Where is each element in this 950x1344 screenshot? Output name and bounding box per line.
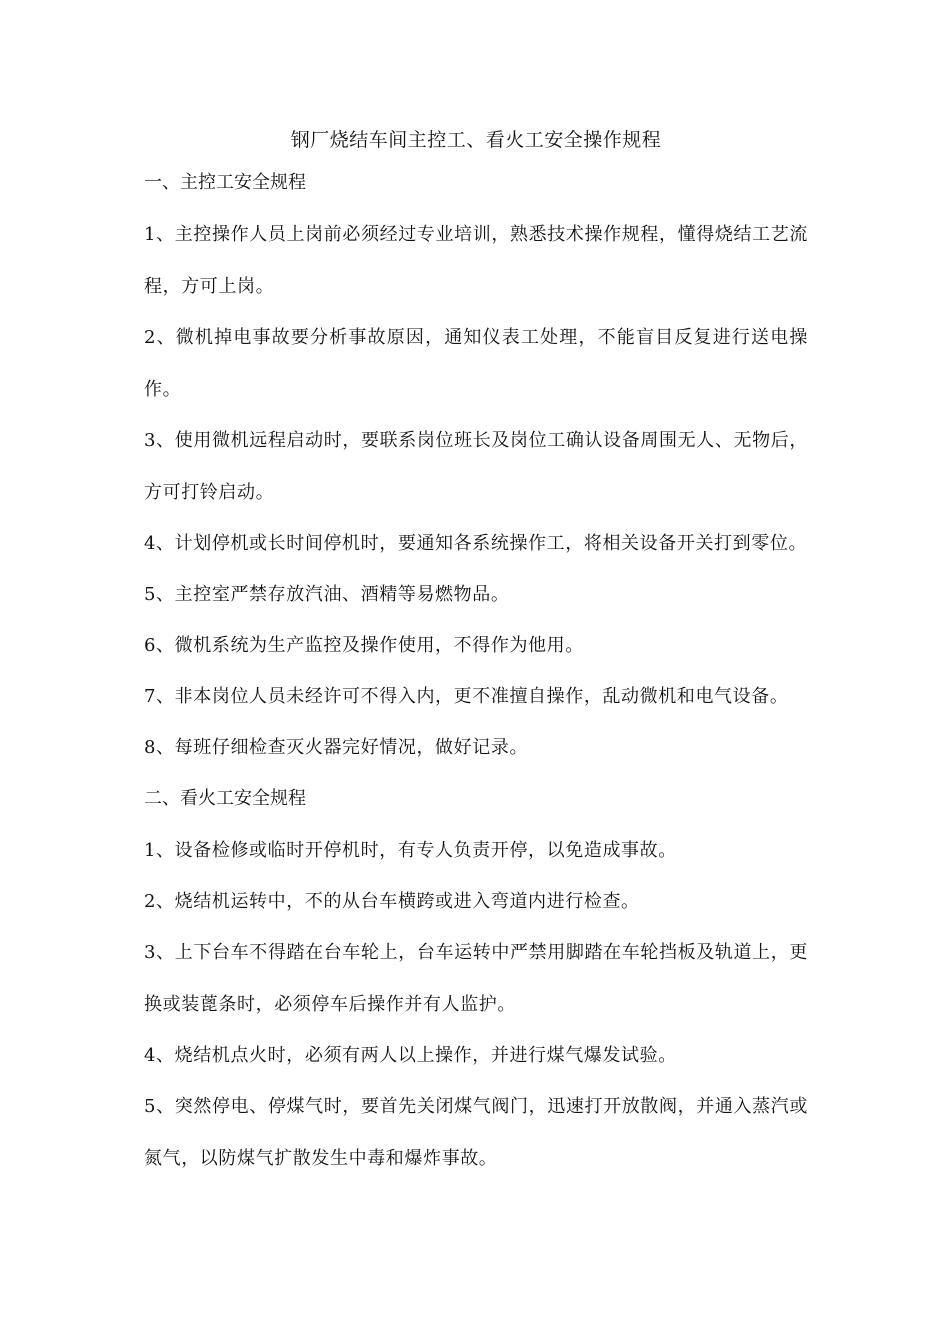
document-body (144, 122, 808, 1193)
section-heading-main-control: 一、主控工安全规程 (144, 172, 306, 193)
rule-item: 4、计划停机或长时间停机时，要通知各系统操作工，将相关设备开关打到零位。 (144, 533, 808, 554)
rule-item: 3、使用微机远程启动时，要联系岗位班长及岗位工确认设备周围无人、无物后，方可打铃启动。 (144, 430, 808, 503)
rule-item: 2、微机掉电事故要分析事故原因，通知仪表工处理，不能盲目反复进行送电操作。 (144, 327, 808, 400)
rule-item: 1、设备检修或临时开停机时，有专人负责开停，以免造成事故。 (144, 840, 677, 861)
rule-item: 2、烧结机运转中，不的从台车横跨或进入弯道内进行检查。 (144, 891, 640, 912)
rule-item: 3、上下台车不得踏在台车轮上，台车运转中严禁用脚踏在车轮挡板及轨道上，更换或装蓖条时，必须停车后操作并有人监护。 (144, 942, 808, 1015)
document-title: 钢厂烧结车间主控工、看火工安全操作规程 (290, 129, 662, 151)
rule-item: 1、主控操作人员上岗前必须经过专业培训，熟悉技术操作规程，懂得烧结工艺流程，方可上岗。 (144, 224, 808, 297)
rule-item: 6、微机系统为生产监控及操作使用，不得作为他用。 (144, 635, 584, 656)
section-heading-fire-watch: 二、看火工安全规程 (144, 788, 306, 809)
rule-item: 8、每班仔细检查灭火器完好情况，做好记录。 (144, 737, 529, 758)
rule-item: 5、主控室严禁存放汽油、酒精等易燃物品。 (144, 584, 510, 605)
rule-item: 5、突然停电、停煤气时，要首先关闭煤气阀门，迅速打开放散阀，并通入蒸汽或氮气，以防煤气扩散发生中毒和爆炸事故。 (144, 1096, 808, 1169)
rule-item: 7、非本岗位人员未经许可不得入内，更不准擅自操作，乱动微机和电气设备。 (144, 686, 789, 707)
rule-item: 4、烧结机点火时，必须有两人以上操作，并进行煤气爆发试验。 (144, 1045, 677, 1066)
